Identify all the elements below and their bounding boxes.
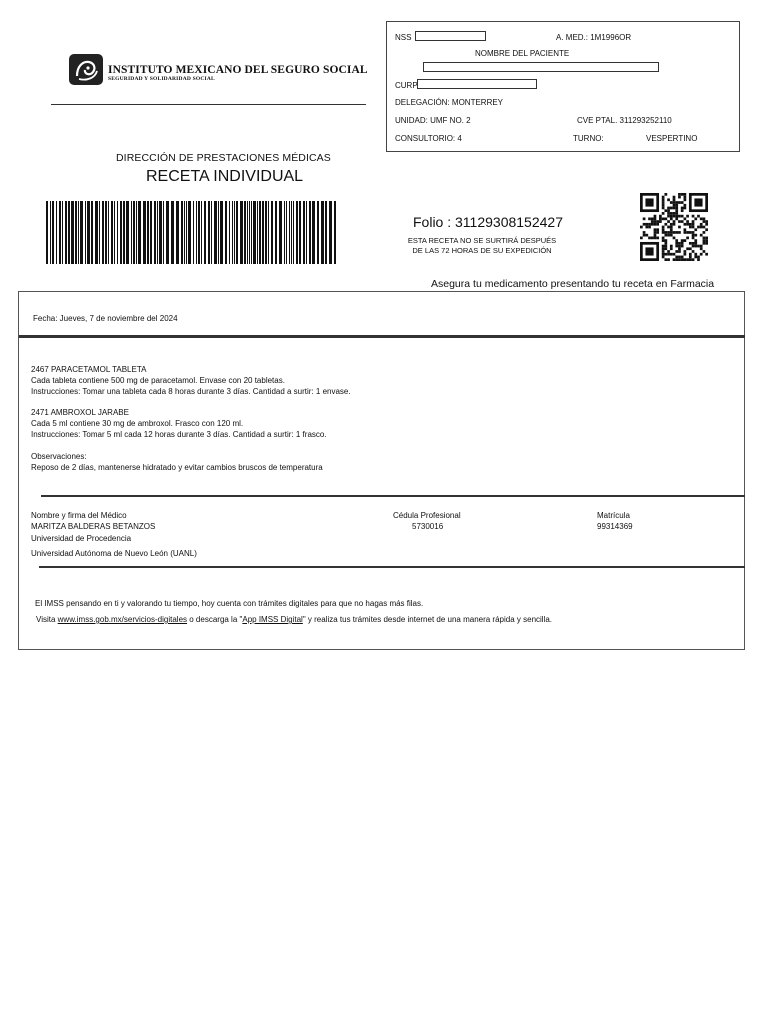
patient-name-field	[423, 62, 659, 72]
footer-message: El IMSS pensando en ti y valorando tu tiempo, hoy cuenta con trámites digitales para que no hagas más filas.	[35, 599, 424, 608]
medication-2-instructions: Instrucciones: Tomar 5 ml cada 12 horas durante 3 días. Cantidad a surtir: 1 frasco.	[31, 430, 327, 439]
medication-2-description: Cada 5 ml contiene 30 mg de ambroxol. Frasco con 120 ml.	[31, 419, 244, 428]
nss-label: NSS	[395, 33, 412, 42]
matricula-label: Matrícula	[597, 511, 630, 520]
fecha-divider	[19, 335, 745, 338]
pharmacy-note: Asegura tu medicamento presentando tu receta en Farmacia	[431, 278, 715, 290]
folio-number: Folio : 31129308152427	[413, 214, 563, 230]
institution-motto: SEGURIDAD Y SOLIDARIDAD SOCIAL	[108, 76, 215, 82]
imss-logo-icon	[69, 54, 103, 85]
cedula-value: 5730016	[412, 522, 444, 531]
footer-middle: o descarga la "	[187, 615, 243, 624]
patient-name-label: NOMBRE DEL PACIENTE	[475, 49, 570, 58]
signature-divider	[41, 495, 745, 497]
observaciones-label: Observaciones:	[31, 452, 87, 461]
barcode	[46, 201, 338, 264]
document-title: RECETA INDIVIDUAL	[146, 168, 304, 185]
curp-label: CURP	[395, 81, 418, 90]
medication-1-instructions: Instrucciones: Tomar una tableta cada 8 horas durante 3 días. Cantidad a surtir: 1 envase.	[31, 387, 351, 396]
matricula-value: 99314369	[597, 522, 633, 531]
direction-heading: DIRECCIÓN DE PRESTACIONES MÉDICAS	[116, 152, 331, 164]
patient-info-box	[386, 21, 740, 152]
medication-2-name: 2471 AMBROXOL JARABE	[31, 408, 129, 417]
nss-field	[415, 31, 486, 41]
fecha: Fecha: Jueves, 7 de noviembre del 2024	[33, 314, 178, 323]
header-divider	[51, 104, 366, 105]
university-value: Universidad Autónoma de Nuevo León (UANL)	[31, 549, 197, 558]
footer-divider	[39, 566, 745, 568]
cve-ptal: CVE PTAL. 311293252110	[577, 116, 672, 125]
cedula-label: Cédula Profesional	[393, 511, 461, 520]
turno-label: TURNO:	[573, 134, 604, 143]
app-imss-digital-link[interactable]: App IMSS Digital	[242, 615, 303, 624]
delegacion: DELEGACIÓN: MONTERREY	[395, 98, 504, 107]
turno-value: VESPERTINO	[646, 134, 698, 143]
prescription-body	[18, 291, 745, 650]
doctor-name-label: Nombre y firma del Médico	[31, 511, 127, 520]
footer-visit-line	[36, 614, 552, 625]
medication-1-description: Cada tableta contiene 500 mg de paracetamol. Envase con 20 tabletas.	[31, 376, 285, 385]
curp-field	[417, 79, 537, 89]
footer-visit: Visita	[36, 615, 56, 624]
unidad: UNIDAD: UMF NO. 2	[395, 116, 471, 125]
a-med: A. MED.: 1M1996OR	[556, 33, 632, 42]
doctor-name: MARITZA BALDERAS BETANZOS	[31, 522, 156, 531]
observaciones-text: Reposo de 2 días, mantenerse hidratado y evitar cambios bruscos de temperatura	[31, 463, 323, 472]
folio-note-line1: ESTA RECETA NO SE SURTIRÁ DESPUÉS	[407, 236, 557, 245]
qr-code-icon	[640, 193, 708, 261]
consultorio: CONSULTORIO: 4	[395, 134, 462, 143]
folio-note-line2: DE LAS 72 HORAS DE SU EXPEDICIÓN	[412, 246, 552, 255]
institution-name: INSTITUTO MEXICANO DEL SEGURO SOCIAL	[108, 64, 368, 76]
imss-services-link[interactable]: www.imss.gob.mx/servicios-digitales	[57, 615, 188, 624]
university-label: Universidad de Procedencia	[31, 534, 132, 543]
footer-end: " y realiza tus trámites desde internet de una manera rápida y sencilla.	[302, 615, 553, 624]
medication-1-name: 2467 PARACETAMOL TABLETA	[31, 365, 147, 374]
